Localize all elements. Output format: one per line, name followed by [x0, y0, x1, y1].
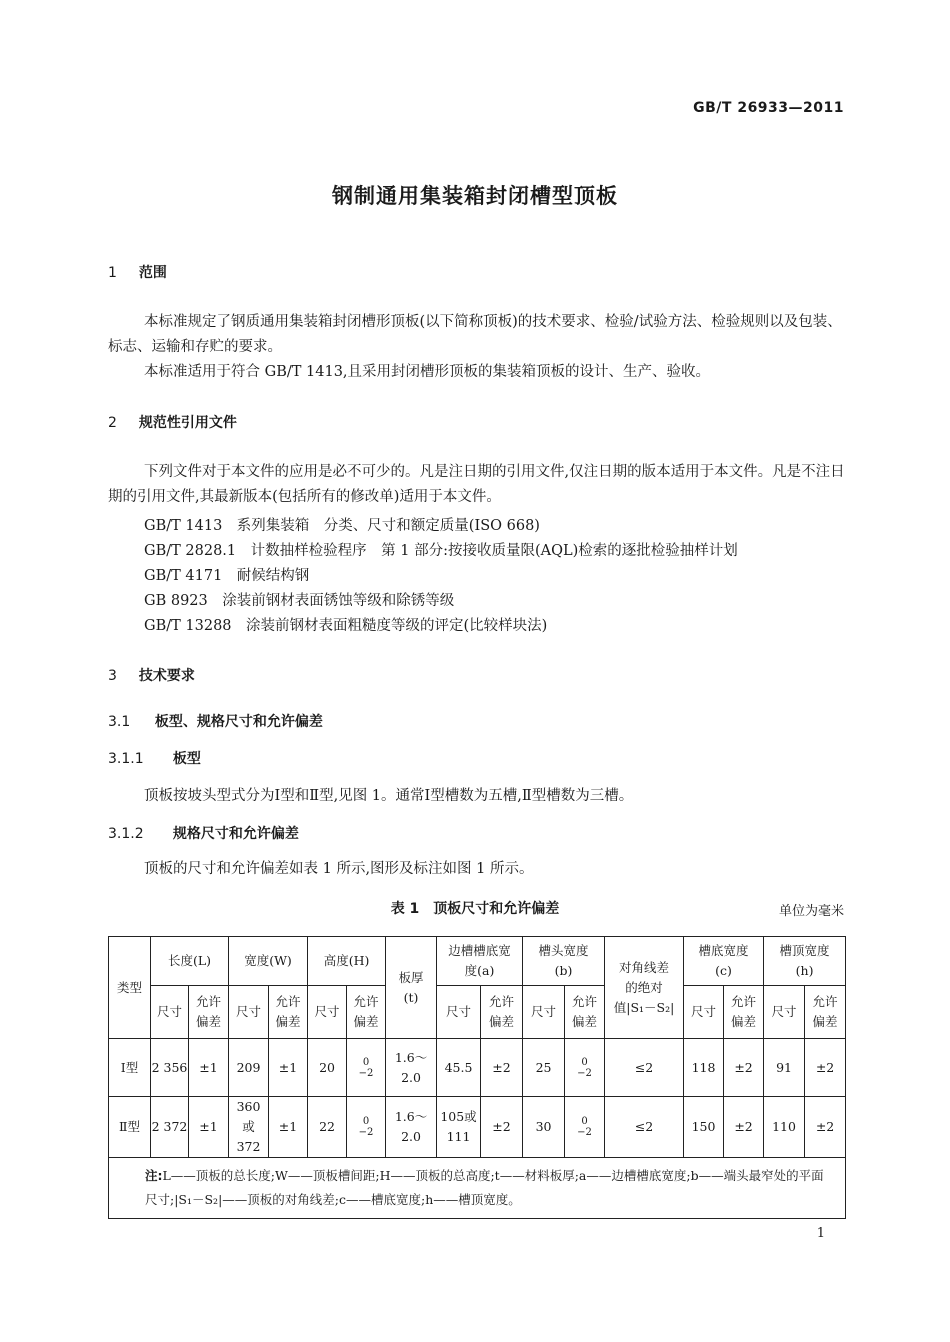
- table-row: [109, 1039, 846, 1097]
- cell-width-tol: ±1: [269, 1097, 308, 1158]
- header-tolerance: 允许偏差: [269, 986, 308, 1039]
- cell-type: Ⅱ型: [109, 1097, 151, 1158]
- cell-type: Ⅰ型: [109, 1039, 151, 1097]
- header-length: 长度(L): [151, 937, 229, 986]
- cell-edge-slot-width-tol: ±2: [481, 1097, 523, 1158]
- cell-thickness: 1.6～2.0: [386, 1097, 437, 1158]
- cell-edge-slot-width-tol: ±2: [481, 1039, 523, 1097]
- cell-diagonal-diff: ≤2: [605, 1097, 684, 1158]
- cell-width: 360或372: [229, 1097, 269, 1158]
- cell-thickness: 1.6～2.0: [386, 1039, 437, 1097]
- cell-length-tol: ±1: [189, 1039, 229, 1097]
- cell-height: 20: [308, 1039, 347, 1097]
- header-thickness: 板厚(t): [386, 937, 437, 1039]
- header-tolerance: 允许偏差: [805, 986, 846, 1039]
- header-tolerance: 允许偏差: [189, 986, 229, 1039]
- cell-length-tol: ±1: [189, 1097, 229, 1158]
- cell-slot-bottom-width: 150: [684, 1097, 724, 1158]
- standard-code: GB/T 26933—2011: [693, 100, 844, 116]
- header-type: 类型: [109, 937, 151, 1039]
- cell-width-tol: ±1: [269, 1039, 308, 1097]
- tol-lower: −2: [358, 1067, 374, 1079]
- tol-upper: 0: [362, 1116, 370, 1127]
- cell-slot-top-width: 110: [764, 1097, 805, 1158]
- header-slot-top-width: 槽顶宽度(h): [764, 937, 846, 986]
- cell-slot-head-width: 25: [523, 1039, 565, 1097]
- section-title: 规格尺寸和允许偏差: [172, 826, 299, 842]
- header-tolerance: 允许偏差: [565, 986, 605, 1039]
- table-note: [109, 1158, 846, 1219]
- reference-item: GB 8923 涂装前钢材表面锈蚀等级和除锈等级: [144, 593, 455, 609]
- section-3-1-heading: [108, 711, 323, 731]
- cell-diagonal-diff: ≤2: [605, 1039, 684, 1097]
- header-tolerance: 允许偏差: [724, 986, 764, 1039]
- table-caption: 表 1 顶板尺寸和允许偏差: [390, 901, 560, 917]
- cell-edge-slot-width: 105或111: [437, 1097, 481, 1158]
- cell-slot-head-width: 30: [523, 1097, 565, 1158]
- section-2-paragraph: 下列文件对于本文件的应用是必不可少的。凡是注日期的引用文件,仅注日期的版本适用于本文件。凡是不注日期的引用文件,其最新版本(包括所有的修改单)适用于本文件。: [108, 464, 845, 505]
- note-text: L——顶板的总长度;W——顶板槽间距;H——顶板的总高度;t——材料板厚;a——边槽槽底宽度;b——端头最窄处的平面尺寸;|S₁－S₂|——顶板的对角线差;c——槽底宽度;h——槽顶宽度。: [145, 1168, 824, 1207]
- cell-edge-slot-width: 45.5: [437, 1039, 481, 1097]
- section-1-heading: [108, 262, 167, 282]
- section-3-1-1-paragraph: 顶板按坡头型式分为Ⅰ型和Ⅱ型,见图 1。通常Ⅰ型槽数为五槽,Ⅱ型槽数为三槽。: [144, 788, 634, 804]
- cell-slot-head-width-tol: [565, 1039, 605, 1097]
- section-number: 3.1: [108, 714, 131, 730]
- section-2-heading: [108, 412, 237, 432]
- section-title: 技术要求: [138, 668, 195, 684]
- section-3-1-1-heading: [108, 748, 201, 768]
- reference-item: GB/T 1413 系列集装箱 分类、尺寸和额定质量(ISO 668): [144, 518, 540, 534]
- header-tolerance: 允许偏差: [481, 986, 523, 1039]
- section-3-1-2-heading: [108, 823, 299, 843]
- header-size: 尺寸: [229, 986, 269, 1039]
- note-label: 注:: [145, 1168, 163, 1183]
- page-number: 1: [816, 1226, 825, 1241]
- section-number: 1: [108, 265, 117, 281]
- section-title: 规范性引用文件: [138, 415, 237, 431]
- tol-upper: 0: [581, 1116, 588, 1127]
- cell-slot-bottom-width: 118: [684, 1039, 724, 1097]
- section-title: 范围: [138, 265, 167, 281]
- cell-length: 2 356: [151, 1039, 189, 1097]
- header-width: 宽度(W): [229, 937, 308, 986]
- header-size: 尺寸: [684, 986, 724, 1039]
- header-slot-bottom-width: 槽底宽度(c): [684, 937, 764, 986]
- section-number: 3: [108, 668, 117, 684]
- header-size: 尺寸: [151, 986, 189, 1039]
- table-unit: 单位为毫米: [778, 904, 844, 919]
- table-row: [109, 1097, 846, 1158]
- dimension-table: [108, 936, 846, 1219]
- reference-item: GB/T 2828.1 计数抽样检验程序 第 1 部分:按接收质量限(AQL)检索的逐批检验抽样计划: [144, 543, 738, 559]
- section-number: 3.1.1: [108, 751, 144, 767]
- section-3-heading: [108, 665, 195, 685]
- section-3-1-2-paragraph: 顶板的尺寸和允许偏差如表 1 所示,图形及标注如图 1 所示。: [144, 861, 534, 877]
- section-1-paragraph-2: 本标准适用于符合 GB/T 1413,且采用封闭槽形顶板的集装箱顶板的设计、生产、验收。: [144, 364, 711, 380]
- cell-slot-top-width: 91: [764, 1039, 805, 1097]
- header-edge-slot-width: 边槽槽底宽度(a): [437, 937, 523, 986]
- reference-item: GB/T 13288 涂装前钢材表面粗糙度等级的评定(比较样块法): [144, 618, 548, 634]
- section-title: 板型、规格尺寸和允许偏差: [154, 714, 323, 730]
- header-slot-head-width: 槽头宽度(b): [523, 937, 605, 986]
- cell-slot-top-width-tol: ±2: [805, 1039, 846, 1097]
- cell-slot-bottom-width-tol: ±2: [724, 1039, 764, 1097]
- cell-slot-top-width-tol: ±2: [805, 1097, 846, 1158]
- document-title: 钢制通用集装箱封闭槽型顶板: [332, 184, 618, 208]
- cell-height-tol: [347, 1097, 386, 1158]
- header-height: 高度(H): [308, 937, 386, 986]
- cell-width: 209: [229, 1039, 269, 1097]
- section-title: 板型: [172, 751, 201, 767]
- tol-lower: −2: [577, 1067, 592, 1079]
- section-1-paragraph-1: 本标准规定了钢质通用集装箱封闭槽形顶板(以下简称顶板)的技术要求、检验/试验方法、检验规则以及包装、标志、运输和存贮的要求。: [108, 314, 842, 355]
- section-number: 2: [108, 415, 117, 431]
- cell-length: 2 372: [151, 1097, 189, 1158]
- tol-upper: 0: [362, 1056, 370, 1068]
- header-size: 尺寸: [437, 986, 481, 1039]
- cell-height-tol: [347, 1039, 386, 1097]
- tol-lower: −2: [358, 1127, 374, 1138]
- reference-item: GB/T 4171 耐候结构钢: [144, 568, 310, 584]
- cell-height: 22: [308, 1097, 347, 1158]
- section-number: 3.1.2: [108, 826, 144, 842]
- header-size: 尺寸: [308, 986, 347, 1039]
- header-size: 尺寸: [764, 986, 805, 1039]
- tol-lower: −2: [577, 1127, 592, 1138]
- cell-slot-bottom-width-tol: ±2: [724, 1097, 764, 1158]
- tol-upper: 0: [581, 1056, 588, 1068]
- header-diagonal-diff: 对角线差的绝对值|S₁－S₂|: [605, 937, 684, 1039]
- cell-slot-head-width-tol: [565, 1097, 605, 1158]
- header-size: 尺寸: [523, 986, 565, 1039]
- header-tolerance: 允许偏差: [347, 986, 386, 1039]
